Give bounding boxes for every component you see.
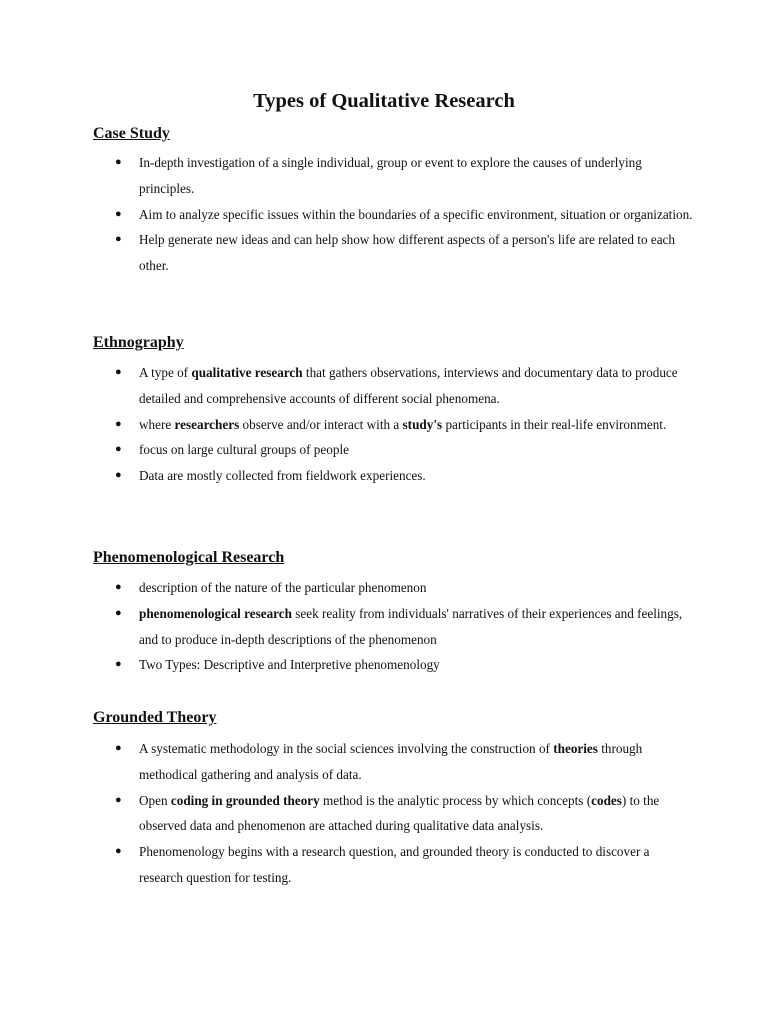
section-ethnography: [93, 333, 693, 489]
bullet-item: [93, 202, 693, 228]
text-run: where: [139, 416, 175, 432]
bullet-item: [93, 437, 693, 463]
bullet-dot-icon: ●: [115, 366, 122, 378]
bullet-dot-icon: ●: [115, 845, 122, 858]
section-case-study: [93, 124, 693, 279]
bullet-list: [93, 360, 693, 489]
section-grounded-theory: [93, 708, 693, 891]
bullet-item: [93, 227, 693, 279]
text-run: Two Types: Descriptive and Interpretive phenomenology: [139, 657, 440, 673]
text-run: In-depth investigation of a single individual, group or event to explore the causes of underlying principles.: [139, 155, 642, 196]
bold-text: qualitative research: [191, 365, 303, 380]
bullet-dot-icon: ●: [115, 742, 122, 754]
bullet-dot-icon: ●: [115, 793, 122, 806]
section-heading: Case Study: [93, 125, 170, 142]
section-heading: Ethnography: [93, 334, 184, 351]
bullet-list: [93, 575, 693, 678]
text-run: Aim to analyze specific issues within the boundaries of a specific environment, situation or organization.: [139, 206, 693, 222]
bullet-item: [93, 150, 693, 202]
bullet-dot-icon: ●: [115, 443, 122, 456]
bullet-dot-icon: ●: [115, 207, 122, 220]
bullet-list: [93, 736, 693, 891]
bullet-dot-icon: ●: [115, 606, 122, 619]
bullet-dot-icon: ●: [115, 156, 122, 168]
text-run: method is the analytic process by which concepts (: [319, 792, 592, 808]
bullet-item: [93, 788, 693, 840]
section-phenomenological-research: [93, 548, 693, 678]
text-run: Open: [139, 792, 171, 808]
text-run: A type of: [139, 365, 192, 380]
text-run: that gathers observations, interviews and documentary data to produce detailed and comprehensive accounts of different social phenomena.: [139, 365, 678, 406]
section-heading: Grounded Theory: [93, 709, 217, 726]
bold-text: theories: [553, 741, 598, 756]
text-run: Data are mostly collected from fieldwork experiences.: [139, 468, 426, 484]
bold-text: study's: [402, 416, 443, 432]
bullet-dot-icon: ●: [115, 658, 122, 671]
bullet-item: [93, 601, 693, 653]
text-run: ) to the observed data and phenomenon are attached during qualitative data analysis.: [139, 792, 660, 834]
document-title: Types of Qualitative Research: [253, 90, 515, 112]
bold-text: codes: [591, 792, 622, 808]
text-run: Help generate new ideas and can help show how different aspects of a person's life are related to each other.: [139, 232, 675, 274]
bold-text: researchers: [174, 416, 240, 432]
bullet-item: [93, 736, 693, 788]
bullet-dot-icon: ●: [115, 233, 122, 246]
bullet-list: [93, 150, 693, 279]
section-heading: Phenomenological Research: [93, 549, 285, 566]
text-run: participants in their real-life environment.: [442, 416, 667, 432]
text-run: description of the nature of the particular phenomenon: [139, 580, 427, 595]
bullet-item: [93, 412, 693, 438]
text-run: focus on large cultural groups of people: [139, 442, 349, 458]
bullet-item: [93, 463, 693, 489]
bullet-item: [93, 360, 693, 412]
text-run: observe and/or interact with a: [239, 416, 403, 432]
bullet-item: [93, 839, 693, 891]
text-run: A systematic methodology in the social sciences involving the construction of: [139, 741, 554, 756]
bold-text: phenomenological research: [139, 605, 292, 621]
bullet-dot-icon: ●: [115, 581, 122, 593]
bullet-item: [93, 652, 693, 678]
text-run: Phenomenology begins with a research question, and grounded theory is conducted to discover a research question for testing.: [139, 844, 650, 885]
text-run: seek reality from individuals' narratives of their experiences and feelings, and to produce in-depth descriptions of the phenomenon: [139, 605, 683, 647]
bullet-dot-icon: ●: [115, 417, 122, 430]
text-run: through methodical gathering and analysis of data.: [139, 741, 643, 782]
bold-text: coding in grounded theory: [170, 792, 320, 808]
bullet-item: [93, 575, 693, 601]
bullet-dot-icon: ●: [115, 469, 122, 482]
